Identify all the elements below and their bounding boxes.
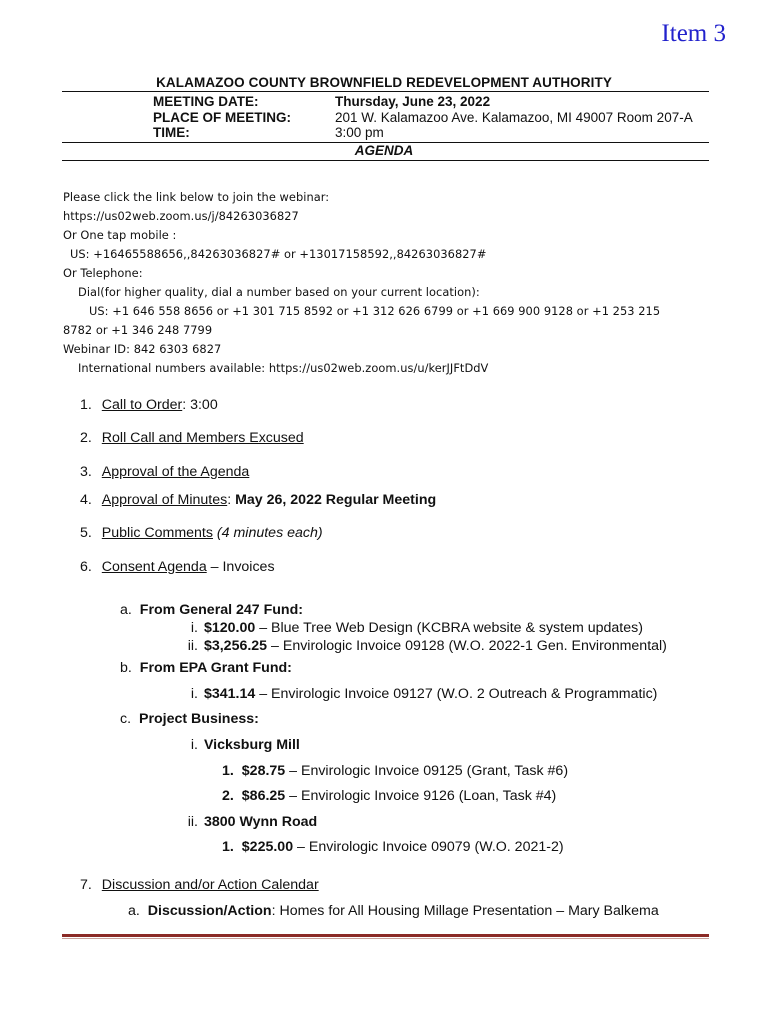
roman-numeral: i.	[190, 686, 198, 702]
invoice-amount: $225.00	[241, 839, 294, 855]
invoice-desc: – Envirologic Invoice 09128 (W.O. 2022-1 Gen. Environmental)	[267, 638, 667, 654]
invoice-amount: $86.25	[241, 788, 286, 804]
invoice-amount: $3,256.25	[203, 638, 268, 654]
sub-item	[120, 602, 303, 618]
sub-item-title: From EPA Grant Fund:	[139, 660, 292, 676]
invoice-desc: – Blue Tree Web Design (KCBRA website & system updates)	[255, 620, 643, 636]
sub-item-title: From General 247 Fund:	[139, 602, 303, 618]
item-text: – Invoices	[206, 559, 275, 575]
sub-item-letter: a.	[128, 903, 140, 919]
zoom-line: 8782 or +1 346 248 7799	[63, 323, 213, 337]
meeting-date-label: MEETING DATE:	[153, 94, 259, 109]
item-label: Approval of the Agenda	[101, 464, 250, 480]
item-number: 4.	[80, 492, 92, 508]
item-number: 5.	[80, 525, 92, 541]
place-value: 201 W. Kalamazoo Ave. Kalamazoo, MI 49007 Room 207-A	[335, 110, 693, 125]
invoice-line	[222, 839, 564, 855]
sub-item-letter: b.	[120, 660, 132, 676]
roman-numeral: ii.	[187, 638, 198, 654]
zoom-line: Or One tap mobile :	[63, 228, 177, 242]
project-item	[176, 814, 317, 830]
zoom-link[interactable]: https://us02web.zoom.us/j/84263036827	[63, 209, 299, 223]
agenda-bottom-rule	[62, 160, 709, 161]
item-label: Call to Order	[101, 397, 183, 413]
agenda-item	[80, 492, 436, 508]
invoice-line	[222, 763, 568, 779]
item-number: 3.	[80, 464, 92, 480]
meeting-date-value: Thursday, June 23, 2022	[335, 94, 491, 109]
invoice-number: 1.	[222, 763, 234, 779]
invoice-number: 2.	[222, 788, 234, 804]
item-label: Public Comments	[101, 525, 213, 541]
header-top-rule	[62, 91, 709, 92]
zoom-line: Please click the link below to join the webinar:	[63, 190, 330, 204]
item-number: 1.	[80, 397, 92, 413]
agenda-item	[80, 877, 319, 893]
invoice-line	[176, 620, 643, 636]
agenda-item	[80, 464, 249, 480]
zoom-link[interactable]: International numbers available: https://us02web.zoom.us/u/kerJJFtDdV	[78, 361, 489, 375]
item-separator: :	[227, 492, 236, 508]
agenda-item	[80, 397, 218, 413]
zoom-line: Or Telephone:	[63, 266, 143, 280]
sub-item-text: : Homes for All Housing Millage Presentation – Mary Balkema	[271, 903, 659, 919]
time-label: TIME:	[153, 125, 190, 140]
item-number: 7.	[80, 877, 92, 893]
zoom-line: US: +1 646 558 8656 or +1 301 715 8592 or +1 312 626 6799 or +1 669 900 9128 or +1 253 215	[89, 304, 661, 318]
invoice-line	[176, 686, 657, 702]
sub-item	[120, 711, 259, 727]
sub-item-title: Project Business:	[139, 711, 259, 727]
item-number-label: Item 3	[661, 20, 726, 47]
sub-item-letter: a.	[120, 602, 132, 618]
item-label: Roll Call and Members Excused	[101, 430, 304, 446]
project-title: 3800 Wynn Road	[203, 814, 318, 830]
footer-rule-shadow	[62, 938, 709, 939]
footer-rule	[62, 934, 709, 937]
invoice-amount: $28.75	[241, 763, 286, 779]
item-detail: May 26, 2022 Regular Meeting	[235, 492, 437, 508]
sub-item	[128, 903, 659, 919]
invoice-desc: – Envirologic Invoice 09127 (W.O. 2 Outreach & Programmatic)	[255, 686, 658, 702]
item-label: Consent Agenda	[101, 559, 207, 575]
agenda-title: AGENDA	[354, 143, 414, 158]
agenda-item	[80, 525, 323, 541]
invoice-desc: – Envirologic Invoice 9126 (Loan, Task #4)	[285, 788, 557, 804]
sub-item	[120, 660, 292, 676]
roman-numeral: i.	[190, 737, 198, 753]
agenda-item	[80, 430, 304, 446]
roman-numeral: ii.	[187, 814, 198, 830]
item-label: Approval of Minutes	[101, 492, 228, 508]
agenda-item	[80, 559, 275, 575]
roman-numeral: i.	[190, 620, 198, 636]
project-item	[176, 737, 300, 753]
invoice-amount: $120.00	[203, 620, 256, 636]
zoom-line: Dial(for higher quality, dial a number based on your current location):	[78, 285, 480, 299]
item-number: 2.	[80, 430, 92, 446]
invoice-line	[176, 638, 667, 654]
invoice-amount: $341.14	[203, 686, 256, 702]
org-title: KALAMAZOO COUNTY BROWNFIELD REDEVELOPMENT AUTHORITY	[156, 75, 612, 90]
time-value: 3:00 pm	[335, 125, 384, 140]
invoice-line	[222, 788, 556, 804]
item-text: : 3:00	[182, 397, 218, 413]
invoice-number: 1.	[222, 839, 234, 855]
invoice-desc: – Envirologic Invoice 09079 (W.O. 2021-2)	[293, 839, 564, 855]
zoom-line: Webinar ID: 842 6303 6827	[63, 342, 222, 356]
project-title: Vicksburg Mill	[203, 737, 300, 753]
zoom-line: US: +16465588656,,84263036827# or +13017158592,,84263036827#	[70, 247, 487, 261]
item-detail: (4 minutes each)	[212, 525, 323, 541]
sub-item-letter: c.	[120, 711, 132, 727]
item-number: 6.	[80, 559, 92, 575]
invoice-desc: – Envirologic Invoice 09125 (Grant, Task #6)	[285, 763, 569, 779]
item-label: Discussion and/or Action Calendar	[101, 877, 319, 893]
sub-item-title: Discussion/Action	[147, 903, 272, 919]
place-label: PLACE OF MEETING:	[153, 110, 291, 125]
